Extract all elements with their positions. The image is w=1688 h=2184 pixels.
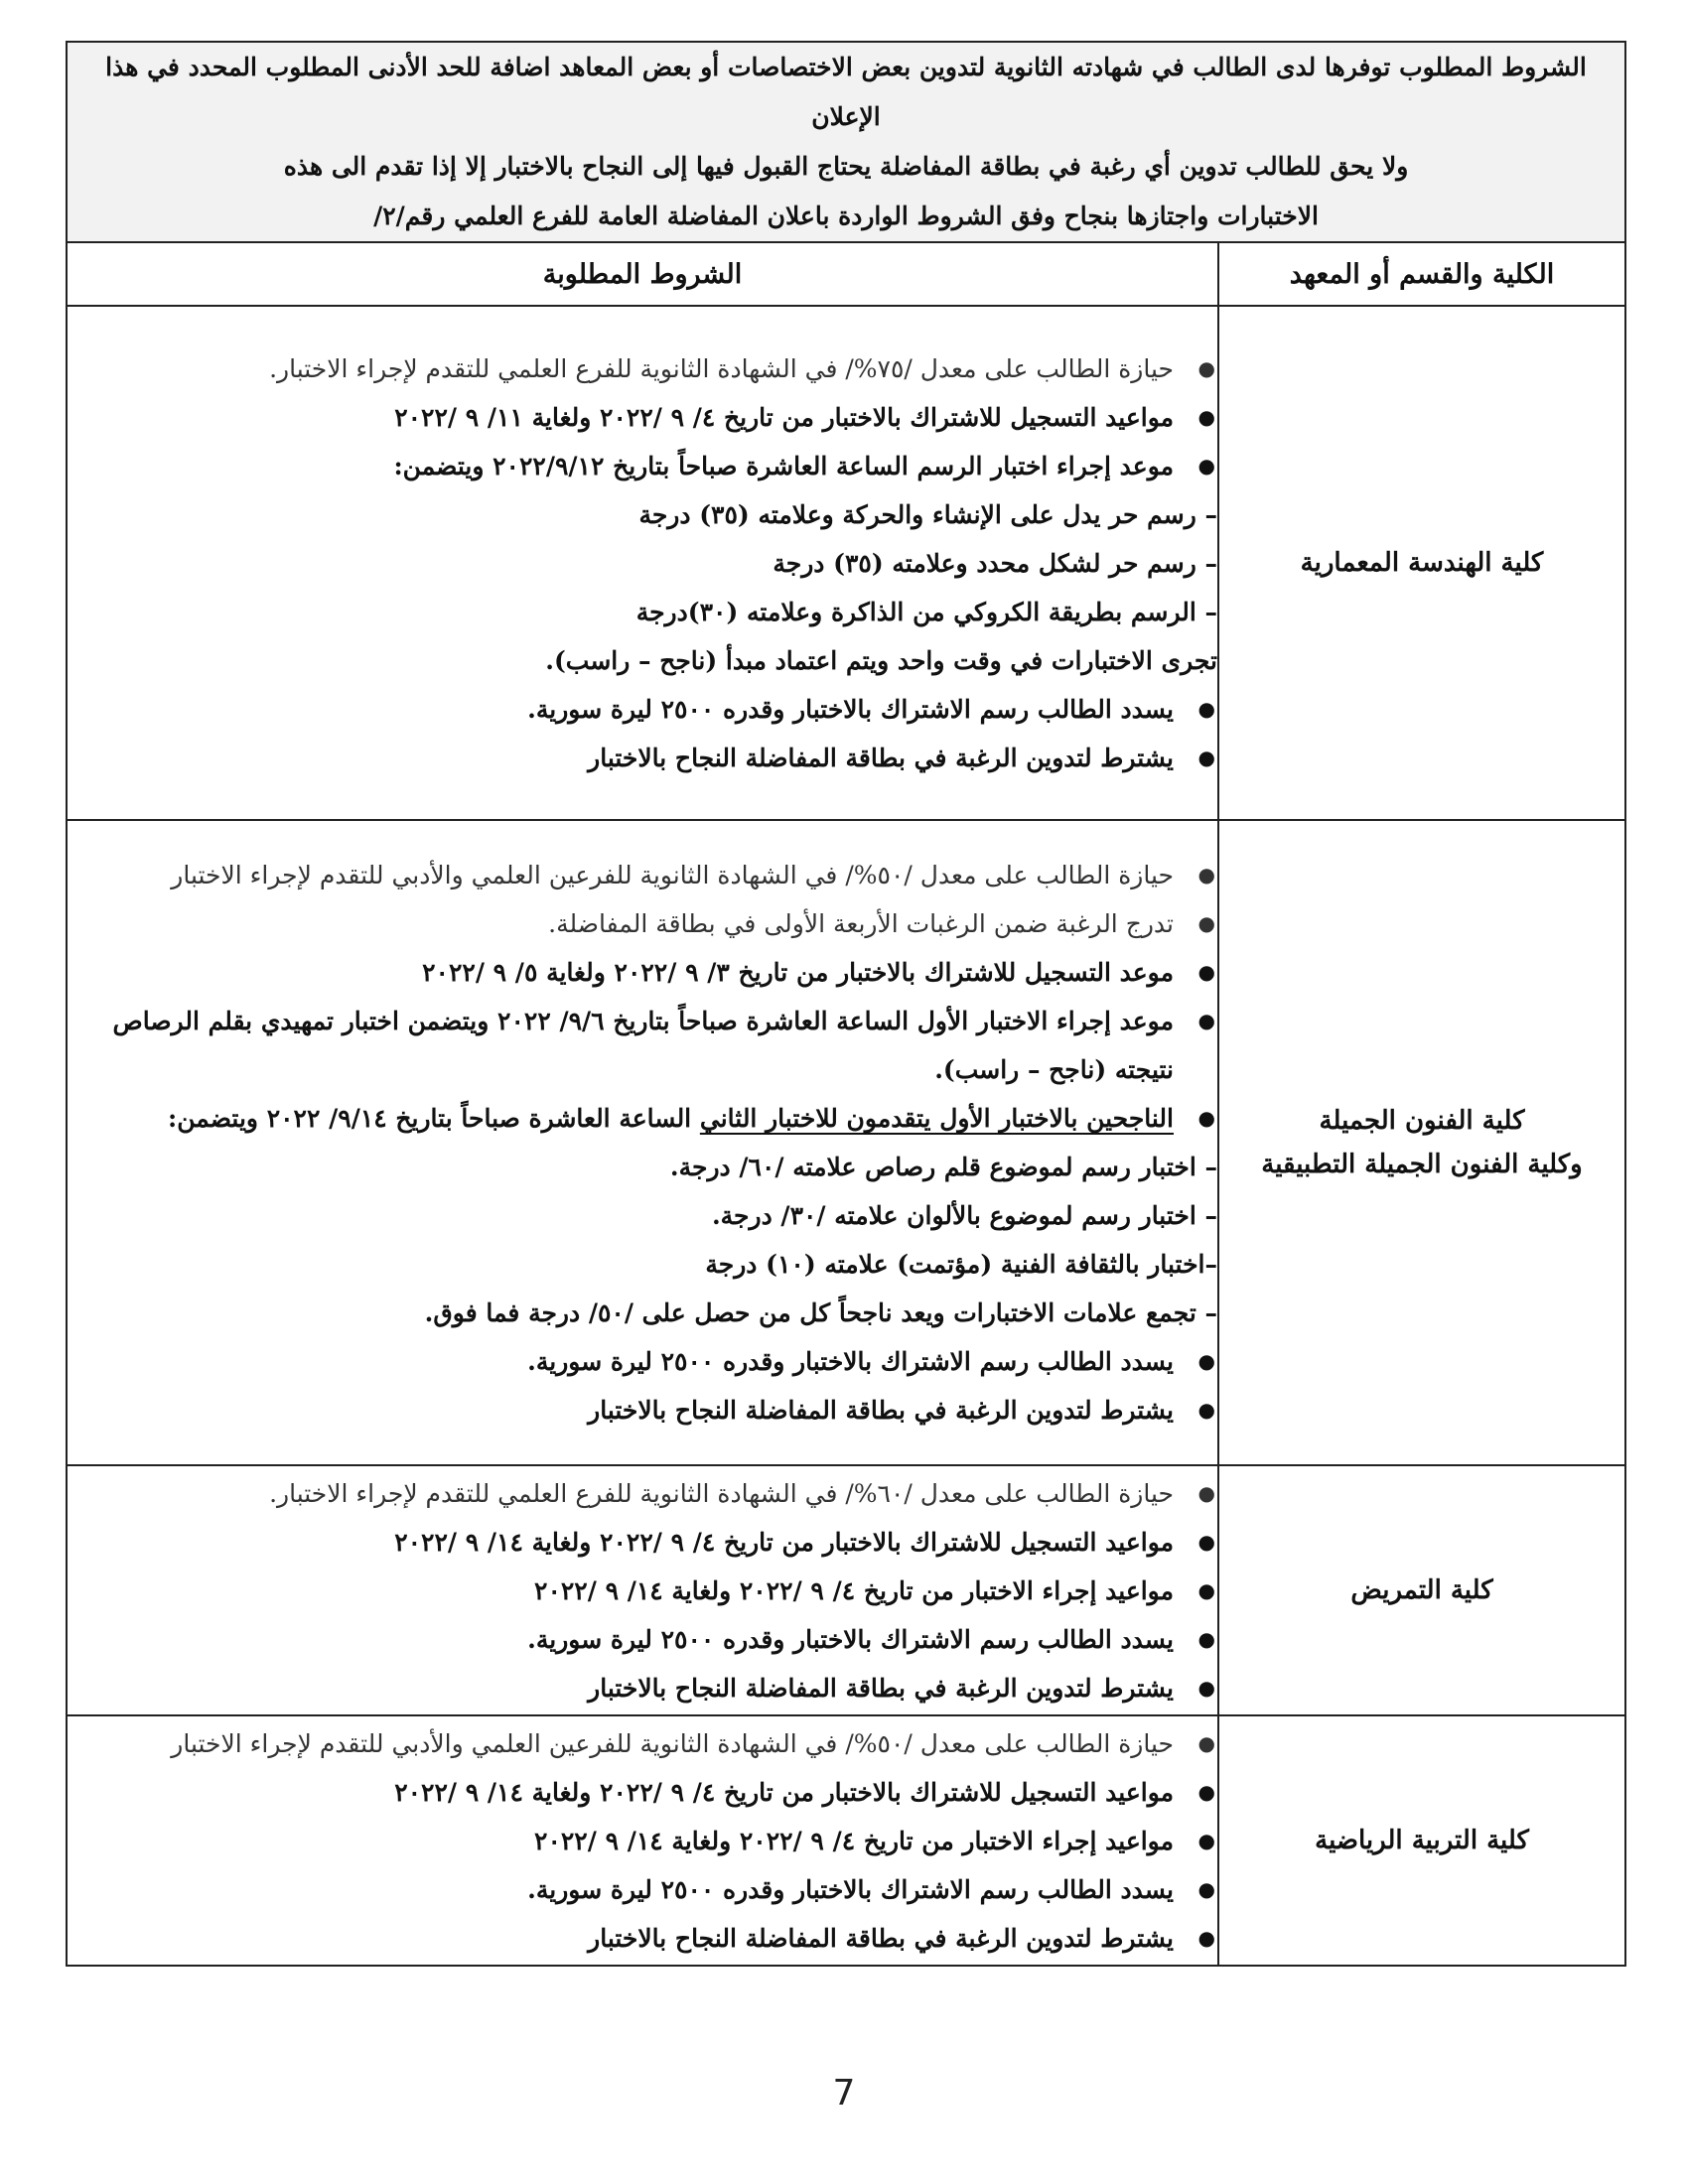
list-item: ● مواعيد التسجيل للاشتراك بالاختبار من تاريخ ٤/ ٩ /٢٠٢٢ ولغاية ١٤/ ٩ /٢٠٢٢ (68, 1518, 1217, 1567)
item-continuation: الساعة العاشرة صباحاً بتاريخ ٩/١٤/ ٢٠٢٢ ويتضمن: (168, 1104, 692, 1133)
list-item: ● يسدد الطالب رسم الاشتراك بالاختبار وقدره ٢٥٠٠ ليرة سورية. (68, 685, 1217, 734)
list-item: – رسم حر لشكل محدد وعلامته (٣٥) درجة (773, 548, 1217, 578)
header-college: الكلية والقسم أو المعهد (1218, 242, 1625, 306)
conditions-list (68, 851, 1217, 1434)
list-item: ● يسدد الطالب رسم الاشتراك بالاختبار وقدره ٢٥٠٠ ليرة سورية. (68, 1337, 1217, 1386)
college-name-line-2: وكلية الفنون الجميلة التطبيقية (1261, 1150, 1583, 1179)
header-conditions: الشروط المطلوبة (67, 242, 1218, 306)
list-item: – اختبار رسم لموضوع بالألوان علامته /٣٠/ درجة. (711, 1201, 1217, 1230)
list-item: ● مواعيد إجراء الاختبار من تاريخ ٤/ ٩ /٢٠٢٢ ولغاية ١٤/ ٩ /٢٠٢٢ (68, 1817, 1217, 1865)
intro-line-1: الشروط المطلوب توفرها لدى الطالب في شهادته الثانوية لتدوين بعض الاختصاصات أو بعض المعاهد اضافة للحد الأدنى المطلوب المحدد في هذا الإعلان (105, 53, 1587, 131)
college-name: كلية التربية الرياضية (1218, 1715, 1625, 1966)
table-row-fine-arts (67, 820, 1625, 1465)
list-item: ● تدرج الرغبة ضمن الرغبات الأربعة الأولى في بطاقة المفاضلة. (68, 899, 1217, 948)
list-item: ● مواعيد التسجيل للاشتراك بالاختبار من تاريخ ٤/ ٩ /٢٠٢٢ ولغاية ١١/ ٩ /٢٠٢٢ (68, 393, 1217, 442)
list-item: ● مواعيد إجراء الاختبار من تاريخ ٤/ ٩ /٢٠٢٢ ولغاية ١٤/ ٩ /٢٠٢٢ (68, 1567, 1217, 1615)
list-item: ● يشترط لتدوين الرغبة في بطاقة المفاضلة النجاح بالاختبار (68, 1664, 1217, 1712)
underlined-text: الناجحين بالاختبار الأول يتقدمون للاختبار الثاني (699, 1104, 1174, 1133)
conditions-list (68, 1469, 1217, 1712)
list-item: ● يشترط لتدوين الرغبة في بطاقة المفاضلة النجاح بالاختبار (68, 1386, 1217, 1434)
list-item: ● يشترط لتدوين الرغبة في بطاقة المفاضلة النجاح بالاختبار (68, 1914, 1217, 1963)
intro-line-2: ولا يحق للطالب تدوين أي رغبة في بطاقة المفاضلة يحتاج القبول فيها إلى النجاح بالاختبار إلا إذا تقدم الى هذه (283, 152, 1409, 181)
conditions-cell (67, 1715, 1218, 1966)
list-item: – اختبار رسم لموضوع قلم رصاص علامته /٦٠/ درجة. (669, 1153, 1217, 1181)
college-name-line-1: كلية الفنون الجميلة (1319, 1106, 1525, 1136)
list-item: تجرى الاختبارات في وقت واحد ويتم اعتماد مبدأ (ناجح – راسب). (545, 645, 1217, 675)
conditions-list (68, 344, 1217, 782)
list-item: ● يسدد الطالب رسم الاشتراك بالاختبار وقدره ٢٥٠٠ ليرة سورية. (68, 1615, 1217, 1664)
header-row (67, 242, 1625, 306)
list-item: ● حيازة الطالب على معدل /٧٥%/ في الشهادة الثانوية للفرع العلمي للتقدم لإجراء الاختبار. (68, 344, 1217, 393)
intro-line-3: الاختبارات واجتازها بنجاح وفق الشروط الواردة باعلان المفاضلة العامة للفرع العلمي رقم/٢/ (373, 202, 1319, 230)
list-item: – الرسم بطريقة الكروكي من الذاكرة وعلامته (٣٠)درجة (635, 597, 1217, 626)
intro-row (67, 42, 1625, 242)
list-item: ● موعد إجراء الاختبار الأول الساعة العاشرة صباحاً بتاريخ ٩/٦/ ٢٠٢٢ ويتضمن اختبار تمهيدي بقلم الرصاص نتيجته (ناجح – راسب). (68, 997, 1217, 1094)
list-item: ● يشترط لتدوين الرغبة في بطاقة المفاضلة النجاح بالاختبار (68, 734, 1217, 782)
list-item: ● يسدد الطالب رسم الاشتراك بالاختبار وقدره ٢٥٠٠ ليرة سورية. (68, 1865, 1217, 1914)
college-name (1218, 820, 1625, 1465)
conditions-cell (67, 1465, 1218, 1715)
list-item: –اختبار بالثقافة الفنية (مؤتمت) علامته (١٠) درجة (705, 1250, 1217, 1279)
college-name: كلية التمريض (1218, 1465, 1625, 1715)
list-item: – تجمع علامات الاختبارات ويعد ناجحاً كل من حصل على /٥٠/ درجة فما فوق. (424, 1298, 1217, 1327)
list-item: – رسم حر يدل على الإنشاء والحركة وعلامته (٣٥) درجة (638, 499, 1217, 529)
list-item: ● حيازة الطالب على معدل /٦٠%/ في الشهادة الثانوية للفرع العلمي للتقدم لإجراء الاختبار. (68, 1469, 1217, 1518)
list-item: ● مواعيد التسجيل للاشتراك بالاختبار من تاريخ ٤/ ٩ /٢٠٢٢ ولغاية ١٤/ ٩ /٢٠٢٢ (68, 1768, 1217, 1817)
list-item: ● موعد إجراء اختبار الرسم الساعة العاشرة صباحاً بتاريخ ٢٠٢٢/٩/١٢ ويتضمن: (68, 442, 1217, 490)
conditions-table (66, 41, 1626, 1967)
intro-cell (67, 42, 1625, 242)
list-item: ● حيازة الطالب على معدل /٥٠%/ في الشهادة الثانوية للفرعين العلمي والأدبي للتقدم لإجراء الاختبار (68, 1719, 1217, 1768)
table-row-architecture (67, 306, 1625, 820)
list-item: ● حيازة الطالب على معدل /٥٠%/ في الشهادة الثانوية للفرعين العلمي والأدبي للتقدم لإجراء الاختبار (68, 851, 1217, 899)
college-name: كلية الهندسة المعمارية (1218, 306, 1625, 820)
conditions-cell (67, 820, 1218, 1465)
table-row-nursing (67, 1465, 1625, 1715)
list-item (68, 1094, 1217, 1143)
conditions-cell (67, 306, 1218, 820)
table-row-physical-education (67, 1715, 1625, 1966)
page-number: 7 (832, 2073, 856, 2114)
list-item: ● موعد التسجيل للاشتراك بالاختبار من تاريخ ٣/ ٩ /٢٠٢٢ ولغاية ٥/ ٩ /٢٠٢٢ (68, 948, 1217, 997)
conditions-list (68, 1719, 1217, 1963)
